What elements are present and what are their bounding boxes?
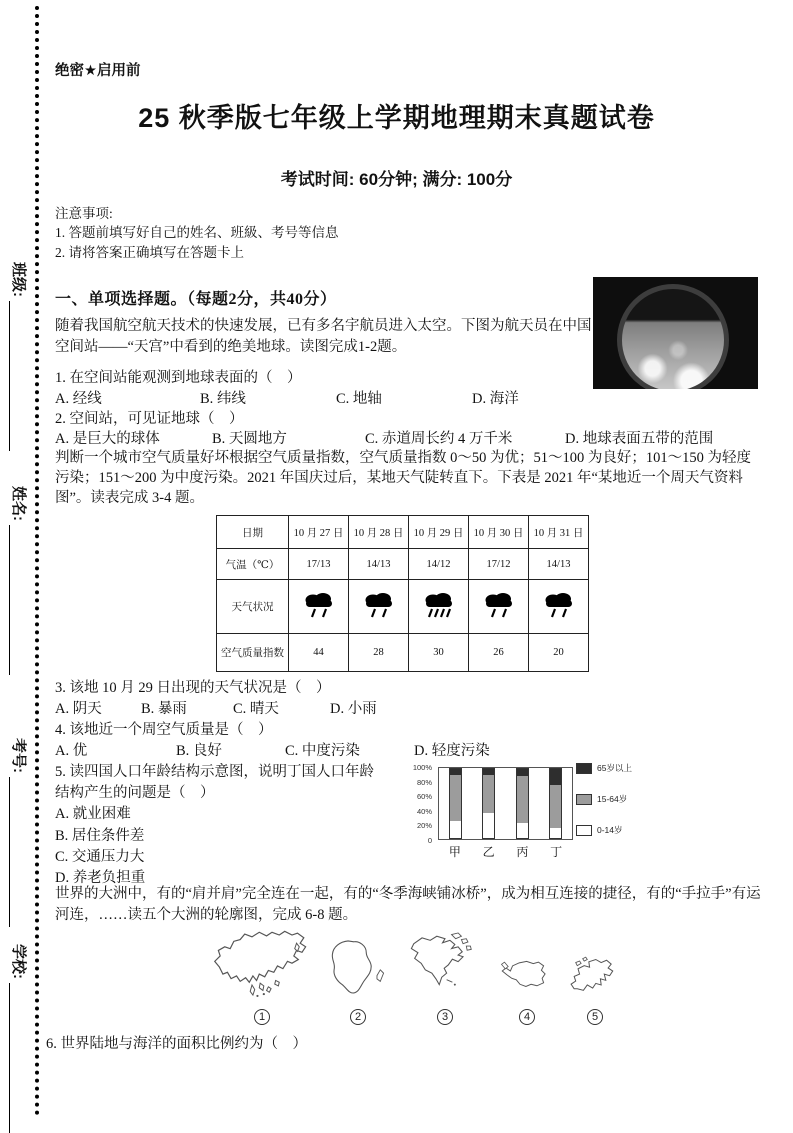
weather-label-cell: 天气状况 — [217, 580, 289, 634]
option-b: B. 天圆地方 — [212, 431, 287, 447]
europe-outline-icon — [568, 954, 622, 1002]
question-1-options — [55, 387, 519, 408]
option-b: B. 暴雨 — [141, 701, 187, 717]
date-cell: 10 月 30 日 — [469, 516, 529, 549]
option-d: D. 轻度污染 — [414, 743, 490, 759]
temp-cell: 17/13 — [289, 549, 349, 580]
chart-category-label: 丁 — [550, 845, 563, 859]
notes-title: 注意事项: — [55, 206, 113, 221]
chart-x-axis-labels — [438, 843, 573, 860]
date-cell: 10 月 31 日 — [529, 516, 589, 549]
rain-icon-cell — [529, 580, 589, 634]
continent-number: 1 — [254, 1009, 270, 1025]
legend-swatch-15-64 — [576, 794, 592, 805]
rain-cloud-icon — [359, 590, 399, 620]
name-blank-line — [9, 525, 22, 675]
question-3-options — [55, 697, 377, 718]
question-intro-space-station: 随着我国航空航天技术的快速发展，已有多名宇航员进入太空。下图为航天员在中国空间站——“天宫”中看到的绝美地球。读图完成1-2题。 — [55, 318, 592, 355]
chart-y-tick-label: 100% — [412, 763, 432, 772]
school-blank-line — [9, 983, 22, 1133]
legend-swatch-0-14 — [576, 825, 592, 836]
continent-number: 5 — [587, 1009, 603, 1025]
chart-y-axis-labels — [408, 763, 435, 845]
legend-swatch-65plus — [576, 763, 592, 774]
table-row-weather — [217, 580, 589, 634]
africa-outline-icon — [325, 936, 391, 1002]
question-2-options — [55, 427, 713, 448]
continent-figure-europe — [568, 954, 622, 1025]
date-cell: 10 月 28 日 — [349, 516, 409, 549]
earth-porthole-photo — [593, 277, 758, 389]
legend-label: 15-64岁 — [597, 794, 628, 804]
page-title: 25 秋季版七年级上学期地理期末真题试卷 — [138, 103, 655, 133]
chart-y-tick-label: 60% — [416, 792, 432, 802]
class-blank-line — [9, 301, 22, 451]
north-america-outline-icon — [404, 932, 486, 1002]
chart-bars — [439, 768, 572, 839]
temp-label-cell: 气温（℃） — [217, 549, 289, 580]
chart-y-tick-label: 40% — [416, 806, 432, 816]
aqi-cell: 20 — [529, 634, 589, 672]
question-5-line1: 5. 读四国人口年龄结构示意图，说明丁国人口年龄 — [55, 764, 374, 780]
rain-icon-cell — [469, 580, 529, 634]
legend-item — [576, 762, 632, 774]
population-age-structure-chart — [408, 757, 778, 865]
continent-number: 4 — [519, 1009, 535, 1025]
date-label-cell: 日期 — [217, 516, 289, 549]
question-intro-aqi: 判断一个城市空气质量好坏根据空气质量指数，空气质量指数 0～50 为优；51～100 为良好；101～150 为轻度污染；151～200 为中度污染。2021 年国庆过后，某地天气陡转直下。下表是 2021 年“某地近一个周天气资料图”。读表完成 3-4 题。 — [55, 450, 751, 506]
exam-number-label: 考号: — [10, 738, 27, 773]
temp-cell: 17/12 — [469, 549, 529, 580]
name-label: 姓名: — [10, 486, 27, 521]
school-label: 学校: — [10, 944, 27, 979]
chart-y-tick-label: 80% — [416, 777, 432, 787]
note-item: 1. 答题前填写好自己的姓名、班級、考号等信息 — [55, 225, 339, 240]
exam-number-blank-line — [9, 777, 22, 927]
question-2: 2. 空间站，可见证地球（ ） — [55, 411, 244, 427]
aqi-cell: 44 — [289, 634, 349, 672]
option-c: C. 晴天 — [233, 701, 279, 717]
rain-cloud-icon — [299, 590, 339, 620]
legend-label: 65岁以上 — [597, 763, 632, 773]
aqi-cell: 28 — [349, 634, 409, 672]
rain-cloud-icon — [419, 590, 459, 620]
aqi-cell: 30 — [409, 634, 469, 672]
date-cell: 10 月 27 日 — [289, 516, 349, 549]
chart-bar-3 — [516, 768, 529, 839]
temp-cell: 14/12 — [409, 549, 469, 580]
option-c: C. 地轴 — [336, 391, 382, 407]
question-4: 4. 该地近一个周空气质量是（ ） — [55, 722, 273, 738]
chart-bar-1 — [449, 768, 462, 839]
note-item: 2. 请将答案正确填写在答题卡上 — [55, 245, 244, 260]
aqi-label-cell: 空气质量指数 — [217, 634, 289, 672]
question-5-line2: 结构产生的问题是（ ） — [55, 785, 215, 801]
option-d: D. 养老负担重 — [55, 870, 146, 886]
chart-y-tick-label: 20% — [416, 821, 432, 831]
legend-item — [576, 793, 632, 805]
option-c: C. 赤道周长约 4 万千米 — [365, 431, 513, 447]
class-label: 班级: — [10, 262, 27, 297]
chart-category-label: 丙 — [516, 845, 529, 859]
exam-info: 考试时间: 60分钟; 满分: 100分 — [280, 170, 513, 189]
rain-icon-cell — [409, 580, 469, 634]
option-b: B. 纬线 — [200, 391, 246, 407]
weather-data-table — [216, 515, 589, 672]
chart-category-label: 乙 — [482, 845, 495, 859]
margin-field-class — [9, 262, 30, 451]
continent-number: 3 — [437, 1009, 453, 1025]
chart-bar-4 — [549, 768, 562, 839]
chart-bar-2 — [482, 768, 495, 839]
table-row-dates — [217, 516, 589, 549]
option-a: A. 是巨大的球体 — [55, 431, 160, 447]
rain-icon-cell — [349, 580, 409, 634]
continent-outline-figures — [212, 928, 622, 1025]
population-chart-plot — [438, 767, 573, 840]
rain-cloud-icon — [479, 590, 519, 620]
rain-icon-cell — [289, 580, 349, 634]
option-d: D. 海洋 — [472, 391, 519, 407]
question-6: 6. 世界陆地与海洋的面积比例约为（ ） — [46, 1036, 307, 1052]
section-heading: 一、单项选择题。（每题2分，共40分） — [55, 291, 337, 308]
temp-cell: 14/13 — [349, 549, 409, 580]
chart-legend — [576, 762, 632, 855]
chart-category-label: 甲 — [448, 845, 461, 859]
continent-figure-africa — [325, 936, 391, 1025]
asia-outline-icon — [212, 928, 312, 1002]
margin-field-school — [9, 944, 30, 1133]
table-row-temperature — [217, 549, 589, 580]
porthole-earth-view — [617, 284, 729, 389]
antarctica-outline-icon — [499, 954, 555, 1002]
option-b: B. 居住条件差 — [55, 828, 145, 844]
continent-figure-antarctica — [499, 954, 555, 1025]
date-cell: 10 月 29 日 — [409, 516, 469, 549]
rain-cloud-icon — [539, 590, 579, 620]
classified-banner: 绝密★启用前 — [55, 63, 141, 79]
table-row-aqi — [217, 634, 589, 672]
margin-field-name — [9, 486, 30, 675]
temp-cell: 14/13 — [529, 549, 589, 580]
option-c: C. 中度污染 — [285, 743, 360, 759]
margin-field-exam-number — [9, 738, 30, 927]
question-1: 1. 在空间站能观测到地球表面的（ ） — [55, 370, 302, 386]
continent-figure-asia — [212, 928, 312, 1025]
legend-label: 0-14岁 — [597, 825, 623, 835]
option-a: A. 就业困难 — [55, 806, 131, 822]
legend-item — [576, 824, 632, 836]
option-d: D. 小雨 — [330, 701, 377, 717]
continent-number: 2 — [350, 1009, 366, 1025]
chart-y-tick-label: 0 — [427, 836, 432, 845]
continent-figure-north-america — [404, 932, 486, 1025]
option-d: D. 地球表面五带的范围 — [565, 431, 714, 447]
aqi-cell: 26 — [469, 634, 529, 672]
option-a: A. 阴天 — [55, 701, 102, 717]
question-3: 3. 该地 10 月 29 日出现的天气状况是（ ） — [55, 680, 331, 696]
option-a: A. 优 — [55, 743, 88, 759]
option-c: C. 交通压力大 — [55, 849, 145, 865]
option-a: A. 经线 — [55, 391, 102, 407]
option-b: B. 良好 — [176, 743, 222, 759]
question-intro-continents: 世界的大洲中，有的“肩并肩”完全连在一起，有的“冬季海峡铺冰桥”，成为相互连接的捷径，有的“手拉手”有运河连，……读五个大洲的轮廓图，完成 6-8 题。 — [55, 886, 761, 923]
